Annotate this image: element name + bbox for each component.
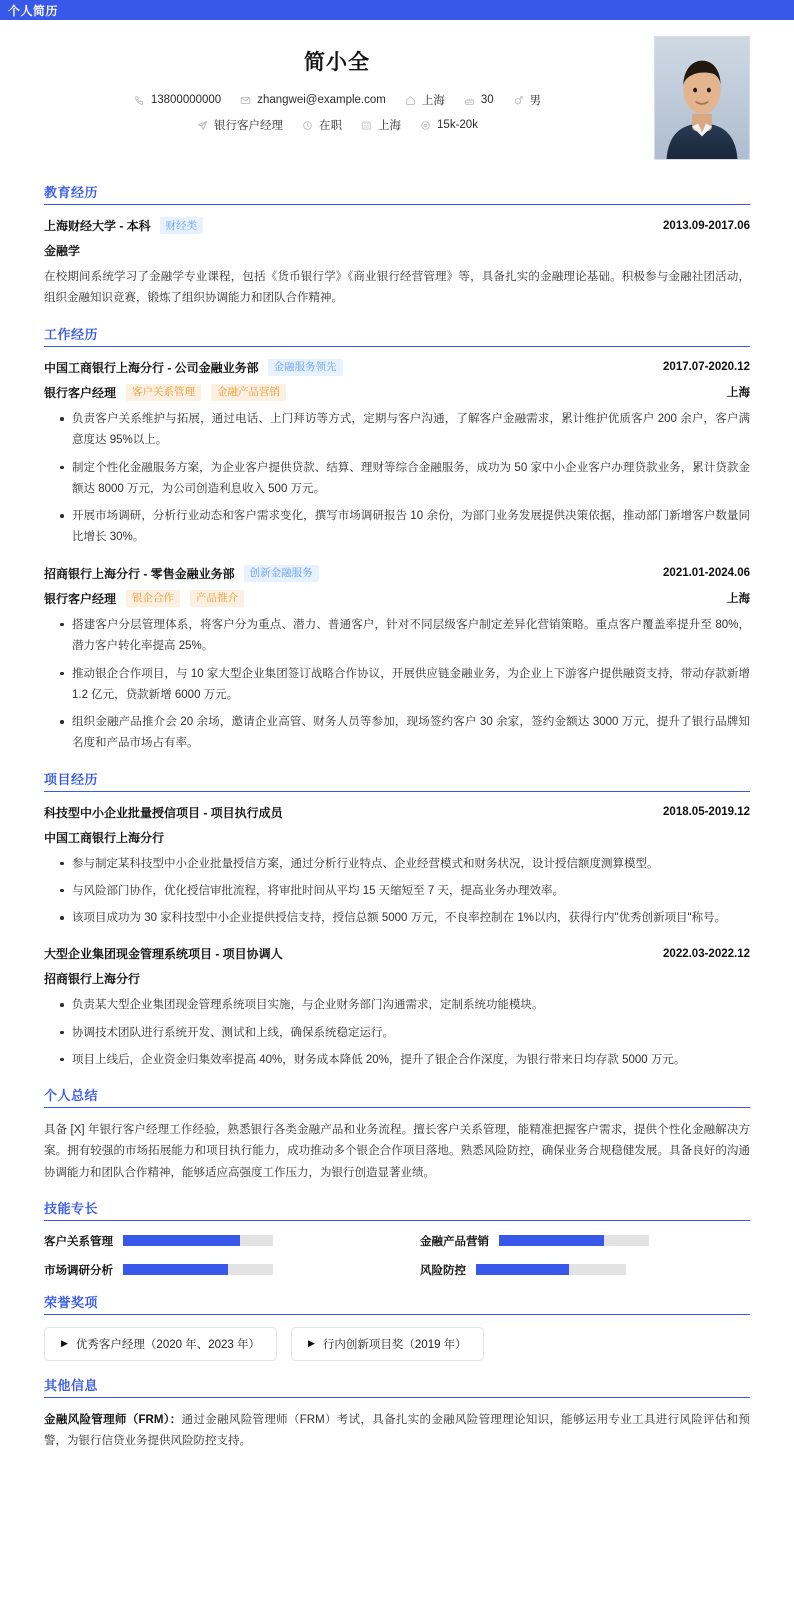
triangle-right-icon: ▶ — [307, 1338, 315, 1349]
section-title: 工作经历 — [44, 326, 99, 342]
entry-bullet-list — [44, 615, 750, 755]
section-project — [44, 769, 750, 1072]
section-honors — [44, 1292, 750, 1361]
entry-title-row — [44, 359, 750, 376]
entry-role: 银行客户经理 — [44, 591, 117, 606]
entry-bullet: 制定个性化金融服务方案，为企业客户提供贷款、结算、理财等综合金融服务，成功为 50 家中小企业客户办理贷款业务，累计贷款金额达 8000 万元，为公司创造利息收入 500 万元。 — [60, 458, 750, 501]
contact-value: 30 — [480, 94, 494, 106]
contact-value: 15k-20k — [437, 119, 478, 131]
resume-entry — [44, 804, 750, 930]
entry-bullet: 与风险部门协作，优化授信审批流程，将审批时间从平均 15 天缩短至 7 天，提高业务办理效率。 — [60, 881, 750, 902]
section-header — [44, 1198, 750, 1221]
entry-tag: 创新金融服务 — [244, 565, 319, 582]
section-header — [44, 1375, 750, 1398]
skill-label: 金融产品营销 — [420, 1235, 489, 1248]
entry-bullet: 搭建客户分层管理体系，将客户分为重点、潜力、普通客户，针对不同层级客户制定差异化营销策略。重点客户覆盖率提升至 80%，潜力客户转化率提高 25%。 — [60, 615, 750, 658]
other-info-list — [44, 1410, 750, 1453]
skill-progress-fill — [476, 1264, 569, 1275]
entry-bullet: 开展市场调研，分析行业动态和客户需求变化，撰写市场调研报告 10 余份，为部门业务发展提供决策依据，推动部门新增客户数量同比增长 30%。 — [60, 506, 750, 549]
entry-title-group — [44, 359, 350, 376]
entry-title-row — [44, 945, 750, 962]
resume-header — [44, 20, 750, 168]
resume-entry — [44, 359, 750, 549]
entry-bullet-list — [44, 854, 750, 930]
skill-label: 市场调研分析 — [44, 1264, 113, 1277]
candidate-name: 简小全 — [304, 51, 370, 74]
honors-list — [44, 1327, 750, 1361]
entry-title-group — [44, 217, 210, 234]
contact-item — [239, 94, 386, 107]
skill-progress-track — [123, 1264, 273, 1275]
skill-row — [44, 1262, 374, 1278]
send-icon — [196, 119, 209, 132]
other-info-item — [44, 1410, 750, 1453]
contact-item — [404, 92, 445, 108]
contact-item — [301, 117, 342, 133]
entry-bullet: 负责某大型企业集团现金管理系统项目实施，与企业财务部门沟通需求，定制系统功能模块。 — [60, 995, 750, 1016]
mail-icon — [239, 94, 252, 107]
contact-value: zhangwei@example.com — [257, 94, 386, 106]
entry-title-group — [44, 565, 326, 582]
entry-date: 2017.07-2020.12 — [663, 361, 750, 374]
skill-progress-fill — [123, 1235, 240, 1246]
entry-bullet: 组织金融产品推介会 20 余场，邀请企业高管、财务人员等参加，现场签约客户 30 余家，签约金额达 3000 万元，提升了银行品牌知名度和产品市场占有率。 — [60, 712, 750, 755]
entry-role-group — [44, 590, 254, 607]
gender-icon — [512, 94, 525, 107]
contact-item — [360, 117, 401, 133]
section-work — [44, 324, 750, 755]
app-title: 个人简历 — [8, 3, 59, 18]
work-entries — [44, 359, 750, 755]
phone-icon — [133, 94, 146, 107]
contact-value: 上海 — [421, 95, 445, 107]
skill-progress-fill — [499, 1235, 604, 1246]
entry-date: 2018.05-2019.12 — [663, 806, 750, 819]
entry-title: 科技型中小企业批量授信项目 - 项目执行成员 — [44, 805, 283, 820]
status-icon — [301, 119, 314, 132]
entry-title-group — [44, 804, 292, 821]
header-main — [44, 46, 750, 133]
entry-bullet: 推动银企合作项目，与 10 家大型企业集团签订战略合作协议，开展供应链金融业务，为企业上下游客户提供融资支持，带动存款新增 1.2 亿元，贷款新增 6000 万元。 — [60, 664, 750, 707]
contact-row-secondary — [44, 117, 630, 133]
contact-item — [463, 94, 494, 107]
entry-bullet: 负责客户关系维护与拓展，通过电话、上门拜访等方式，定期与客户沟通，了解客户金融需求，累计维护优质客户 200 余户，客户满意度达 95%以上。 — [60, 409, 750, 452]
entry-bullet-list — [44, 995, 750, 1071]
contact-item — [196, 117, 283, 133]
app-title-bar — [0, 0, 794, 20]
entry-paragraph: 在校期间系统学习了金融学专业课程，包括《货币银行学》《商业银行经营管理》等，具备扎实的金融理论基础。积极参与金融社团活动，组织金融知识竞赛，锻炼了组织协调能力和团队合作精神。 — [44, 271, 750, 305]
contact-item — [419, 119, 478, 132]
salary-icon — [419, 119, 432, 132]
cake-icon — [463, 94, 476, 107]
skill-progress-fill — [123, 1264, 228, 1275]
section-summary — [44, 1085, 750, 1184]
entry-role-tag: 产品推介 — [190, 590, 244, 607]
contact-item — [512, 92, 542, 108]
entry-role-tag: 银企合作 — [126, 590, 180, 607]
contact-row-primary — [44, 92, 630, 108]
entry-bullet: 项目上线后，企业资金归集效率提高 40%，财务成本降低 20%，提升了银企合作深度，为银行带来日均存款 5000 万元。 — [60, 1050, 750, 1071]
entry-title: 大型企业集团现金管理系统项目 - 项目协调人 — [44, 947, 283, 962]
contact-value: 上海 — [378, 120, 402, 132]
entry-role-row — [44, 590, 750, 607]
entry-title-row — [44, 565, 750, 582]
section-education — [44, 182, 750, 310]
resume-page — [0, 20, 794, 1453]
avatar — [654, 36, 750, 160]
section-header — [44, 1292, 750, 1315]
entry-location: 上海 — [727, 387, 750, 400]
entry-role-group — [44, 384, 296, 401]
summary-paragraph: 具备 [X] 年银行客户经理工作经验，熟悉银行各类金融产品和业务流程。擅长客户关系管理，能精准把握客户需求，提供个性化金融解决方案。拥有较强的市场拓展能力和项目执行能力，成功推动多个银企合作项目落地。熟悉风险防控，确保业务合规稳健发展。具备良好的沟通协调能力和团队合作精神，能够适应高强度工作压力，为银行创造显著业绩。 — [44, 1124, 750, 1179]
entry-tag: 金融服务领先 — [268, 359, 343, 376]
skill-label: 客户关系管理 — [44, 1235, 113, 1248]
section-title: 荣誉奖项 — [44, 1294, 99, 1310]
entry-role-tag: 客户关系管理 — [126, 384, 201, 401]
other-info-text: 通过金融风险管理师（FRM）考试，具备扎实的金融风险管理理论知识，能够运用专业工具进行风险评估和预警，为银行信贷业务提供风险防控支持。 — [44, 1413, 750, 1448]
entry-tag: 财经类 — [160, 217, 204, 234]
entry-role-tag: 金融产品营销 — [211, 384, 286, 401]
honor-label: 优秀客户经理（2020 年、2023 年） — [75, 1338, 260, 1351]
entry-bullet: 该项目成功为 30 家科技型中小企业提供授信支持，授信总额 5000 万元，不良率控制在 1%以内，获得行内"优秀创新项目"称号。 — [60, 908, 750, 929]
honor-chip[interactable] — [291, 1327, 484, 1361]
entry-subtitle: 金融学 — [44, 244, 81, 259]
section-skills — [44, 1198, 750, 1278]
section-header — [44, 324, 750, 347]
project-entries — [44, 804, 750, 1072]
section-header — [44, 769, 750, 792]
contact-value: 男 — [529, 95, 542, 107]
entry-subtitle: 招商银行上海分行 — [44, 972, 141, 987]
contact-item — [133, 94, 221, 107]
entry-role-row — [44, 384, 750, 401]
section-title: 技能专长 — [44, 1200, 99, 1216]
building-icon — [360, 119, 373, 132]
other-info-label: 金融风险管理师（FRM）： — [44, 1413, 182, 1426]
entry-title-group — [44, 945, 292, 962]
entry-date: 2021.01-2024.06 — [663, 567, 750, 580]
resume-entry — [44, 565, 750, 755]
section-header — [44, 1085, 750, 1108]
honor-label: 行内创新项目奖（2019 年） — [322, 1338, 467, 1351]
contact-value: 13800000000 — [150, 94, 222, 106]
section-title: 个人总结 — [44, 1088, 99, 1104]
entry-title-row — [44, 804, 750, 821]
skill-row — [44, 1233, 374, 1249]
entry-title: 上海财经大学 - 本科 — [44, 219, 151, 234]
skill-progress-track — [499, 1235, 649, 1246]
contact-value: 银行客户经理 — [214, 120, 284, 132]
entry-bullet-list — [44, 409, 750, 549]
entry-title: 中国工商银行上海分行 - 公司金融业务部 — [44, 360, 259, 375]
resume-entry — [44, 945, 750, 1071]
skill-label: 风险防控 — [420, 1264, 466, 1277]
contact-value: 在职 — [319, 120, 343, 132]
skill-row — [420, 1233, 750, 1249]
skills-grid — [44, 1233, 750, 1278]
section-title: 其他信息 — [44, 1377, 99, 1393]
section-header — [44, 182, 750, 205]
triangle-right-icon: ▶ — [61, 1338, 68, 1349]
home-icon — [404, 94, 417, 107]
section-other — [44, 1375, 750, 1453]
resume-entry — [44, 217, 750, 310]
entry-bullet: 协调技术团队进行系统开发、测试和上线，确保系统稳定运行。 — [60, 1023, 750, 1044]
skill-progress-track — [476, 1264, 626, 1275]
skill-progress-track — [123, 1235, 273, 1246]
entry-bullet: 参与制定某科技型中小企业批量授信方案，通过分析行业特点、企业经营模式和财务状况，设计授信额度测算模型。 — [60, 854, 750, 875]
section-title: 项目经历 — [44, 771, 99, 787]
entry-title-row — [44, 217, 750, 234]
education-entries — [44, 217, 750, 310]
honor-chip[interactable] — [44, 1327, 277, 1361]
section-title: 教育经历 — [44, 185, 99, 200]
entry-date: 2022.03-2022.12 — [663, 947, 750, 960]
entry-role: 银行客户经理 — [44, 385, 117, 400]
skill-row — [420, 1262, 750, 1278]
entry-subtitle: 中国工商银行上海分行 — [44, 830, 165, 845]
entry-title: 招商银行上海分行 - 零售金融业务部 — [44, 566, 235, 581]
entry-location: 上海 — [727, 593, 750, 606]
entry-date: 2013.09-2017.06 — [663, 219, 750, 232]
